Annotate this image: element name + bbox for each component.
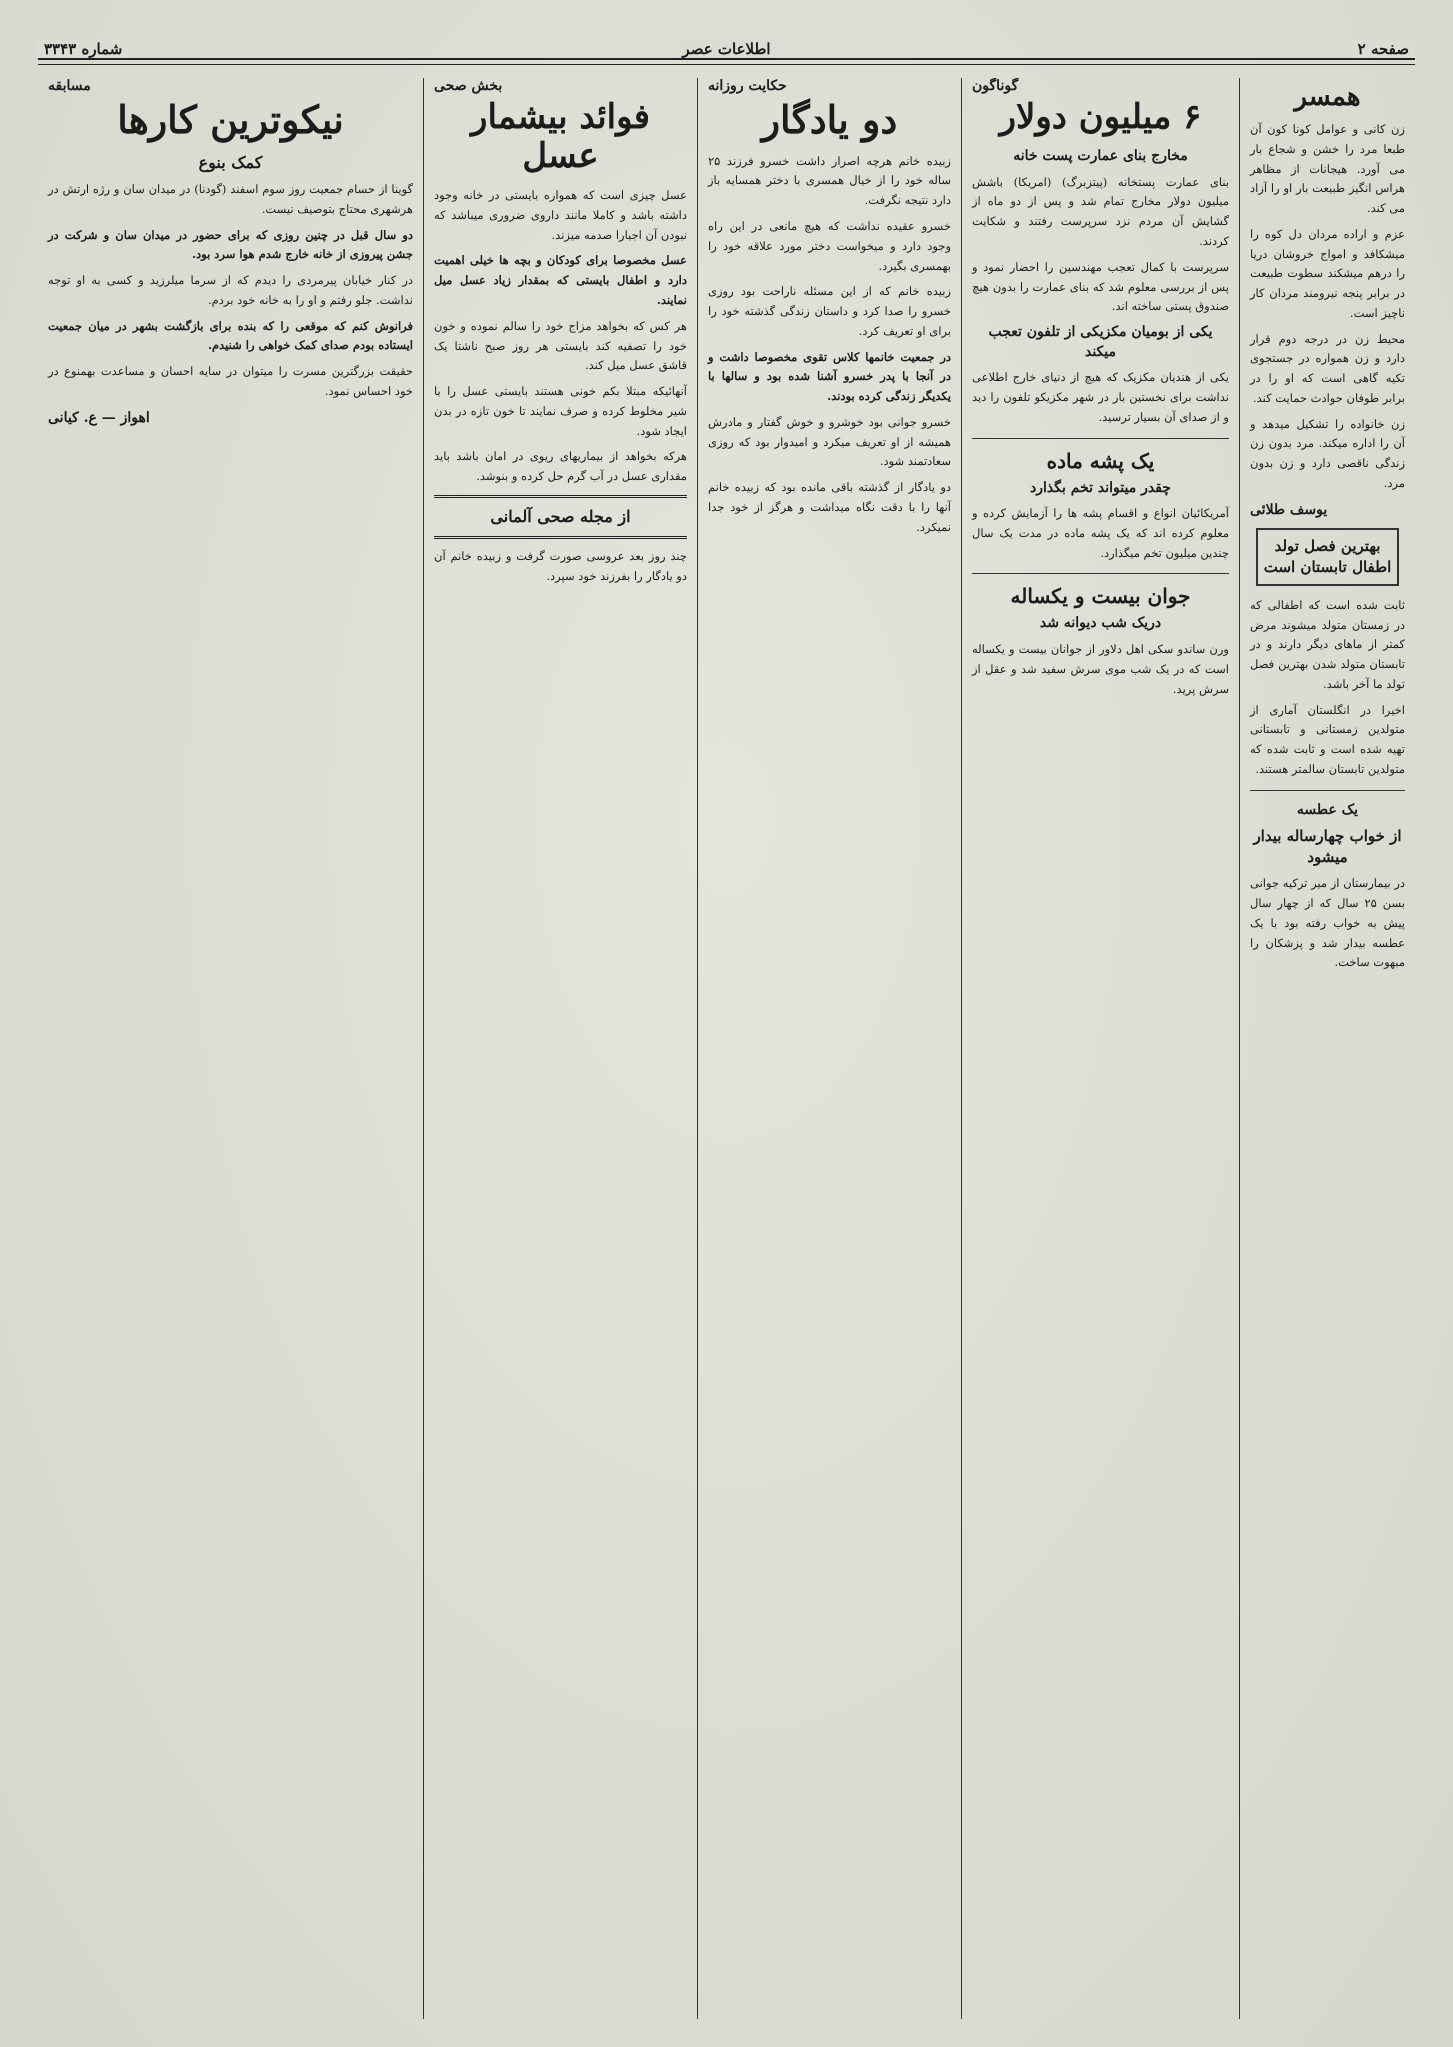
issue-number: شماره ۳۳۴۳ <box>38 40 128 58</box>
honey-paragraph-5: هرکه بخواهد از بیماریهای ریوی در امان باشد باید مقداری عسل در آب گرم حل کرده و بنوشد. <box>434 449 687 484</box>
best-paragraph-5: حقیقت بزرگترین مسرت را میتوان در سایه احسان و مساعدت بهمنوع در خود احساس نمود. <box>48 364 413 398</box>
best-headline: نیکوترین کارها <box>117 97 344 142</box>
mosquito-title: یک پشه ماده <box>1046 448 1155 473</box>
spouse-title: همسر <box>1294 82 1361 112</box>
column-two-memories <box>697 78 961 2019</box>
birth-season-box: بهترین فصل تولد اطفال تابستان است <box>1256 528 1399 586</box>
dollars-kicker: گوناگون <box>972 78 1019 94</box>
best-paragraph-1: گوینا از حسام جمعیت روز سوم اسفند (گودنا) در میدان سان و رژه ارتش در هرشهری محتاج بتوصیف نیست. <box>48 182 413 216</box>
memories-paragraph-3: زبیده خانم که از این مسئله ناراحت بود روزی خسرو را صدا کرد و داستان زندگی گذشته خود را برای او تعریف کرد. <box>708 284 951 338</box>
honey-paragraph-2: عسل مخصوصا برای کودکان و بچه ها خیلی اهمیت دارد و اطفال بایستی که بمقدار زیاد عسل میل نمایند. <box>434 253 687 308</box>
spouse-paragraph-3: محیط زن در درجه دوم قرار دارد و زن همواره در جستجوی تکیه گاهی است که او را در برابر طوفان حوادث حمایت کند. <box>1250 331 1405 405</box>
birth-paragraph-2: اخیرا در انگلستان آماری از متولدین زمستانی و تابستانی تهیه شده است و ثابت شده که متولدین تابستان سالمتر هستند. <box>1250 702 1405 776</box>
columns <box>38 78 1415 2019</box>
best-paragraph-3: در کنار خیابان پیرمردی را دیدم که از سرما میلرزید و کسی به او توجه نداشت. جلو رفتم و او را به خانه خود بردم. <box>48 273 413 307</box>
young-man-paragraph: ورن ساندو سکی اهل دلاور از جوانان بیست و یکساله است که در یک شب موی سرش سفید شد و عقل از سرش پرید. <box>972 642 1229 696</box>
sneeze-title: یک عطسه <box>1296 801 1359 818</box>
best-kicker: مسابقه <box>48 78 91 94</box>
dollars-paragraph-1: بنای عمارت پستخانه (پیتزبرگ) (امریکا) باشش میلیون دولار مخارج تمام شد و پس از دو ماه از گشایش آن مردم نزد سرپرست رفتند و شکایت کردند. <box>972 174 1229 248</box>
column-honey <box>423 78 697 2019</box>
column-spouse <box>1239 78 1415 2019</box>
memories-paragraph-4: در جمعیت خانمها کلاس تقوی مخصوصا داشت و در آنجا با پدر خسرو آشنا شده بود و سالها با یکدیگر زندگی کرده بودند. <box>708 349 951 404</box>
mosquito-subhead: چقدر میتواند تخم بگذارد <box>1030 479 1171 496</box>
best-paragraph-4: فرانوش کنم که موقعی را که بنده برای بازگشت بشهر در میان جمعیت ایستاده بودم صدای کمک خواهی را شنیدم. <box>48 318 413 353</box>
memories-kicker: حکایت روزانه <box>708 78 787 94</box>
page-number: صفحه ۲ <box>1352 40 1415 58</box>
best-signature: اهواز — ع. کیانی <box>48 409 150 426</box>
honey-headline: فوائد بیشمار عسل <box>471 97 650 177</box>
best-subhead: کمک بنوع <box>198 152 263 172</box>
divider <box>1250 790 1405 791</box>
young-man-title: جوان بیست و یکساله <box>1010 584 1191 609</box>
telephone-subhead: یکی از بومیان مکزیکی از تلفون تعجب میکند <box>988 324 1213 360</box>
young-man-subhead: دریک شب دیوانه شد <box>1039 615 1162 632</box>
divider <box>434 495 687 498</box>
honey-kicker: بخش صحی <box>434 78 503 94</box>
memories-paragraph-1: زبیده خانم هرچه اصرار داشت خسرو فرزند ۲۵ ساله خود را از خیال همسری با دختر همسایه باز دارد نتیجه نگرفت. <box>708 153 951 208</box>
header-rule <box>38 58 1415 65</box>
column-best-deeds <box>38 78 423 2019</box>
memories-paragraph-6: دو یادگار از گذشته باقی مانده بود که زبیده خانم آنها را با دقت نگاه میداشت و هرگز از خود جدا نمیکرد. <box>708 480 951 534</box>
spouse-signature: یوسف طلائی <box>1250 501 1328 518</box>
memories-paragraph-5: خسرو جوانی بود خوشرو و خوش گفتار و مادرش همیشه از او تعریف میکرد و امیدوار بود که روزی سعادتمند شود. <box>708 414 951 469</box>
birth-paragraph-1: ثابت شده است که اطفالی که در زمستان متولد میشوند مرض کمتر از ماهای دیگر دارند و در تابستان متولد شدن بهترین فصل تولد ما آخر باشد. <box>1250 597 1405 691</box>
column-six-million <box>961 78 1239 2019</box>
honey-paragraph-3: هر کس که بخواهد مزاج خود را سالم نموده و خون خود را تصفیه کند بایستی هر روز صبح ناشتا یک قاشق عسل میل کند. <box>434 318 687 373</box>
divider <box>972 573 1229 574</box>
dollars-headline: ۶ میلیون دولار <box>999 97 1202 137</box>
dollars-paragraph-2: سرپرست با کمال تعجب مهندسین را احضار نمود و پس از بررسی معلوم شد که بنای عمارت را بدون هیچ صندوق پستی ساخته اند. <box>972 259 1229 314</box>
spouse-paragraph-1: زن کانی و عوامل کونا کون آن طبعا مرد را خشن و شجاع بار می آورد. هیجانات از مظاهر هراس انگیز طبیعت بار او را آزاد می کند. <box>1250 122 1405 216</box>
best-paragraph-2: دو سال قبل در چنین روزی که برای حضور در میدان سان و شرکت در جشن پیروزی از خانه خارج شدم هوا سرد بود. <box>48 227 413 262</box>
honey-source: از مجله صحی آلمانی <box>490 506 631 526</box>
telephone-paragraph: یکی از هندیان مکزیک که هیچ از دنیای خارج اطلاعی نداشت برای نخستین بار در شهر مکزیکو تلفون را دید و از صدای آن بسیار ترسید. <box>972 370 1229 424</box>
divider <box>434 536 687 539</box>
mosquito-paragraph: آمریکائیان انواع و اقسام پشه ها را آزمایش کرده و معلوم کرده اند که یک پشه ماده در مدت یک سال چندین میلیون تخم میگذارد. <box>972 506 1229 560</box>
sneeze-paragraph: در بیمارستان از میر ترکیه جوانی بسن ۲۵ سال که از چهار سال پیش به خواب رفته بود با یک عطسه بیدار شد و پزشکان را مبهوت ساخت. <box>1250 876 1406 970</box>
dollars-subhead: مخارج بنای عمارت پست خانه <box>1013 148 1188 165</box>
divider <box>972 438 1229 439</box>
honey-paragraph-6: چند روز بعد عروسی صورت گرفت و زبیده خانم آن دو یادگار را بفرزند خود سپرد. <box>434 549 687 584</box>
spouse-paragraph-4: زن خانواده را تشکیل میدهد و آن را اداره میکند. مرد بدون زن زندگی ناقصی دارد و زن بدون مرد. <box>1250 416 1405 491</box>
honey-paragraph-4: آنهائیکه مبتلا بکم خونی هستند بایستی عسل را با شیر مخلوط کرده و صرف نمایند تا خون تازه در بدن ایجاد شود. <box>434 384 687 438</box>
spouse-paragraph-2: عزم و اراده مردان دل کوه را میشکافد و امواج خروشان دریا را درهم میشکند سطوت طبیعت در برابر پنجه نیرومند مردان کار ناچیز است. <box>1250 226 1405 320</box>
honey-paragraph-1: عسل چیزی است که همواره بایستی در خانه وجود داشته باشد و کاملا مانند داروی ضروری میباشد که نبودن آن اجبارا صدمه میزند. <box>434 188 687 242</box>
paper-name: اطلاعات عصر <box>676 40 776 58</box>
memories-headline: دو یادگار <box>761 97 898 142</box>
sneeze-headline: از خواب چهارساله بیدار میشود <box>1253 827 1402 867</box>
memories-paragraph-2: خسرو عقیده نداشت که هیچ مانعی در این راه وجود دارد و میخواست دختر مورد علاقه خود را بهمسری بگیرد. <box>708 218 951 273</box>
